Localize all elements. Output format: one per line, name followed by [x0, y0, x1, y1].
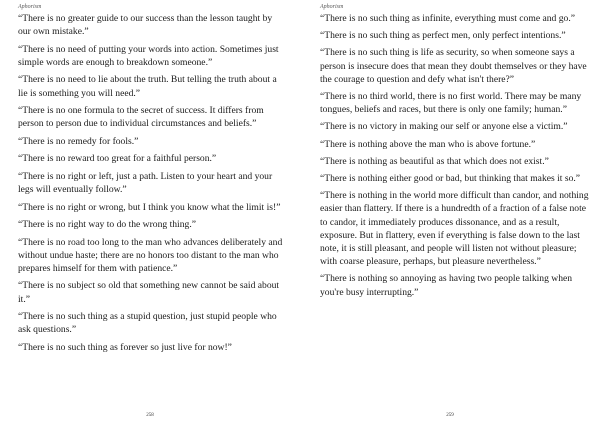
quote: “There is no need of putting your words into action. Sometimes just simple words are enough to breakdown someone.” [18, 43, 279, 68]
quote: “There is nothing so annoying as having two people talking when you're busy interrupting.” [320, 273, 573, 298]
quote: “There is no such thing as perfect men, only perfect intentions.” [320, 30, 566, 42]
quote: “There is no one formula to the secret of success. It differs from person to person due to individual circumstances and beliefs.” [18, 105, 264, 130]
page-number: 259 [446, 413, 454, 418]
quote: “There is no such thing is life as security, so when someone says a person is insecure does that mean they doubt themselves or they have the courage to question and defy what isn't there?” [320, 47, 587, 85]
quote: “There is no reward too great for a faithful person.” [18, 153, 217, 165]
quote: “There is no road too long to the man who advances deliberately and without undue haste; there are no honors too distant to the man who prepares himself for them with patience.” [18, 236, 283, 274]
quote: “There is no need to lie about the truth. But telling the truth about a lie is something you will need.” [18, 74, 277, 99]
right-page [300, 0, 600, 424]
quote: “There is no third world, there is no first world. There may be many tongues, beliefs and races, but there is only one family; human.” [320, 91, 582, 116]
quote: “There is no subject so old that something new cannot be said about it.” [18, 280, 280, 305]
quote-list [320, 12, 590, 303]
quote: “There is no right or left, just a path. Listen to your heart and your legs will eventually follow.” [18, 170, 273, 196]
quote: “There is no victory in making our self or anyone else a victim.” [320, 121, 568, 133]
quote: “There is nothing in the world more difficult than candor, and nothing easier than flattery. If there is a hundredth of a fraction of a false note to candor, it immediately produces dissonance, and as a result, exposure. But in flattery, even if everything is false down to the last note, it is still pleasant, and people will listen not without pleasure; with coarse pleasure, perhaps, but pleasure nevertheless.” [320, 190, 589, 268]
quote: “There is no right way to do the wrong thing.” [18, 219, 196, 231]
quote-list [18, 12, 286, 358]
quote: “There is no right or wrong, but I think you know what the limit is!” [18, 201, 281, 213]
quote: “There is no such thing as forever so just live for now!” [18, 341, 232, 353]
running-head: Aphorism [18, 4, 42, 10]
quote: “There is nothing above the man who is above fortune.” [320, 138, 536, 150]
running-head: Aphorism [320, 4, 344, 10]
quote: “There is nothing as beautiful as that which does not exist.” [320, 155, 549, 167]
quote: “There is no such thing as a stupid question, just stupid people who ask questions.” [18, 311, 277, 336]
quote: “There is no remedy for fools.” [18, 135, 139, 147]
quote: “There is no greater guide to our success than the lesson taught by our own mistake.” [18, 13, 273, 38]
quote: “There is nothing either good or bad, but thinking that makes it so.” [320, 173, 581, 185]
page-number: 258 [146, 413, 154, 418]
quote: “There is no such thing as infinite, everything must come and go.” [320, 13, 575, 24]
